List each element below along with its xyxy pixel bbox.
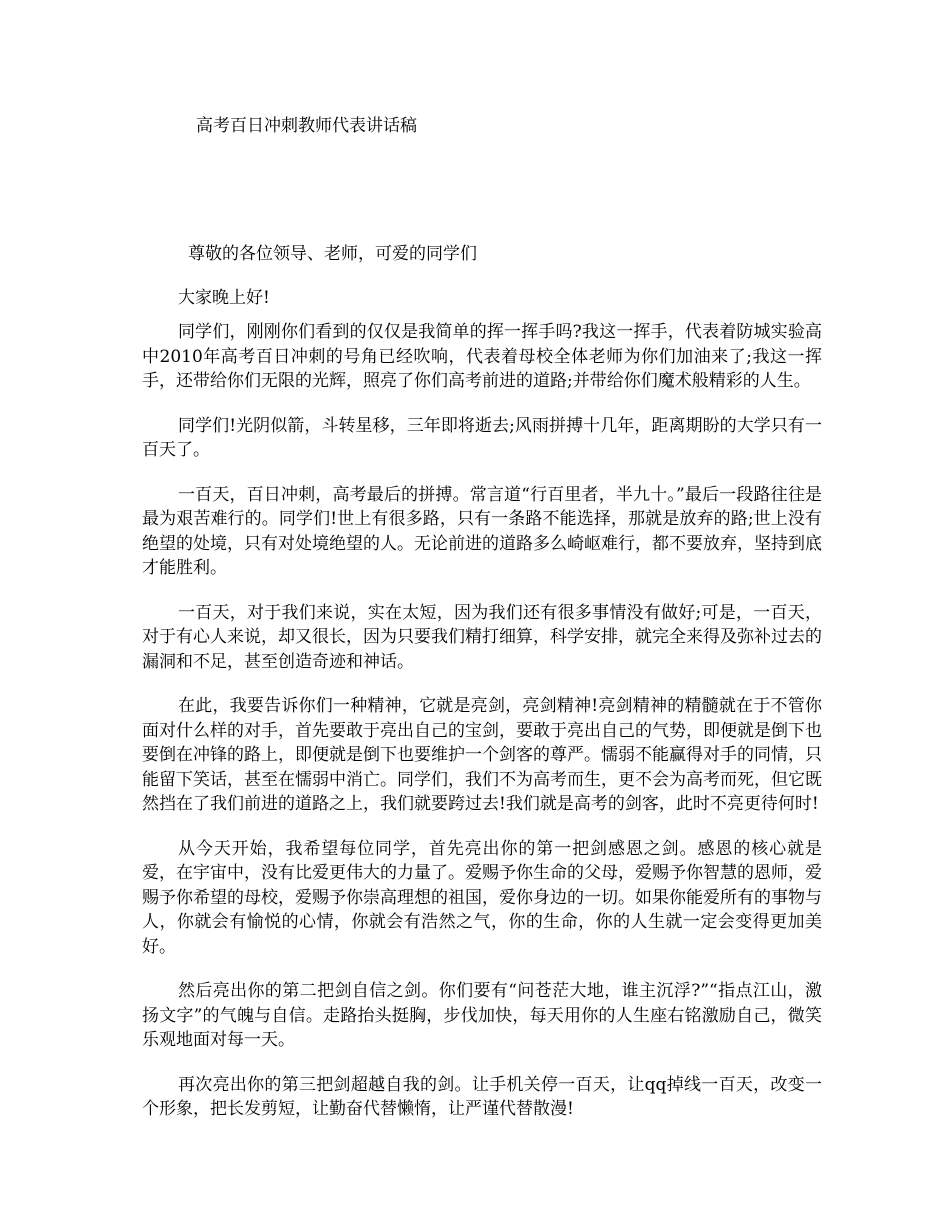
speech-body xyxy=(142,320,822,1142)
paragraph: 同学们!光阴似箭，斗转星移，三年即将逝去;风雨拼搏十几年，距离期盼的大学只有一百天了。 xyxy=(142,415,822,460)
paragraph: 一百天，对于我们来说，实在太短，因为我们还有很多事情没有做好;可是，一百天，对于有心人来说，却又很长，因为只要我们精打细算，科学安排，就完全来得及弥补过去的漏洞和不足，甚至创造奇迹和神话。 xyxy=(142,602,822,672)
salutation: 尊敬的各位领导、老师，可爱的同学们 xyxy=(188,244,477,264)
document-title: 高考百日冲刺教师代表讲话稿 xyxy=(196,116,417,136)
paragraph: 然后亮出你的第二把剑自信之剑。你们要有“问苍茫大地，谁主沉浮?”“指点江山，激扬文字”的气魄与自信。走路抬头挺胸，步伐加快，每天用你的人生座右铭激励自己，微笑乐观地面对每一天。 xyxy=(142,981,822,1050)
paragraph: 再次亮出你的第三把剑超越自我的剑。让手机关停一百天，让qq掉线一百天，改变一个形象，把长发剪短，让勤奋代替懒惰，让严谨代替散漫! xyxy=(142,1074,822,1119)
paragraph: 同学们，刚刚你们看到的仅仅是我简单的挥一挥手吗?我这一挥手，代表着防城实验高中2010年高考百日冲刺的号角已经吹响，代表着母校全体老师为你们加油来了;我这一挥手，还带给你们无限的光辉，照亮了你们高考前进的道路;并带给你们魔术般精彩的人生。 xyxy=(142,322,822,391)
paragraph: 从今天开始，我希望每位同学，首先亮出你的第一把剑感恩之剑。感恩的核心就是爱，在宇宙中，没有比爱更伟大的力量了。爱赐予你生命的父母，爱赐予你智慧的恩师，爱赐予你希望的母校，爱赐予你崇高理想的祖国，爱你身边的一切。如果你能爱所有的事物与人，你就会有愉悦的心情，你就会有浩然之气，你的生命，你的人生就一定会变得更加美好。 xyxy=(142,838,822,957)
paragraph: 在此，我要告诉你们一种精神，它就是亮剑，亮剑精神!亮剑精神的精髓就在于不管你面对什么样的对手，首先要敢于亮出自己的宝剑，要敢于亮出自己的气势，即便就是倒下也要倒在冲锋的路上，即便就是倒下也要维护一个剑客的尊严。懦弱不能赢得对手的同情，只能留下笑话，甚至在懦弱中消亡。同学们，我们不为高考而生，更不会为高考而死，但它既然挡在了我们前进的道路之上，我们就要跨过去!我们就是高考的剑客，此时不亮更待何时! xyxy=(142,696,822,814)
paragraph: 一百天，百日冲刺，高考最后的拼搏。常言道“行百里者，半九十。”最后一段路往往是最为艰苦难行的。同学们!世上有很多路，只有一条路不能选择，那就是放弃的路;世上没有绝望的处境，只有对处境绝望的人。无论前进的道路多么崎岖难行，都不要放弃，坚持到底才能胜利。 xyxy=(142,484,822,578)
greeting: 大家晚上好! xyxy=(178,288,270,308)
